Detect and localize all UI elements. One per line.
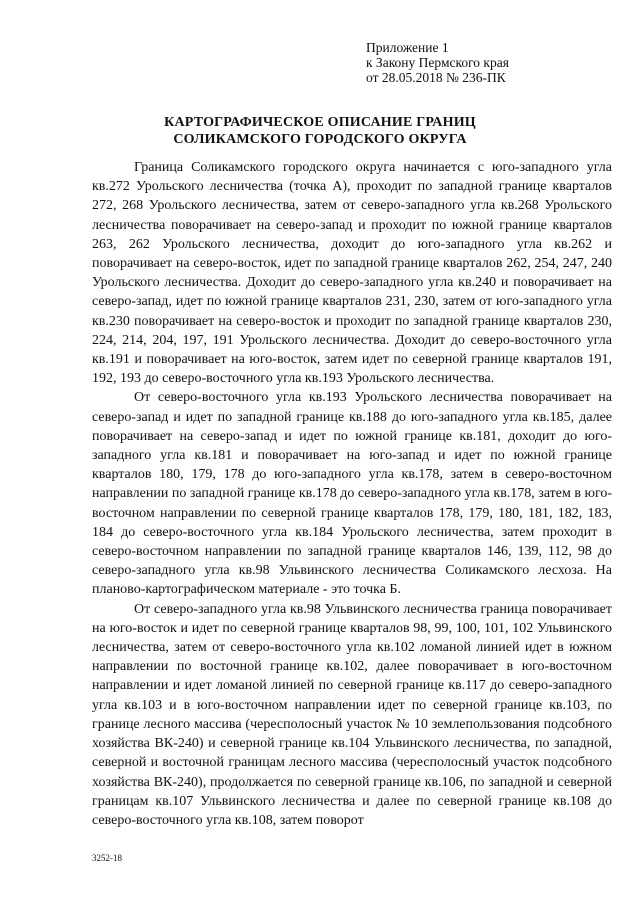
document-body <box>92 158 612 830</box>
paragraph-2: От северо-восточного угла кв.193 Урольского лесничества поворачивает на северо-запад и идет по западной границе кв.188 до юго-западного угла кв.185, далее поворачивает на северо-запад и идет по южной границе кв.181, доходит до юго-западного угла кв.181 и поворачивает на юго-запад и идет по южной границе кварталов 180, 179, 178 до юго-западного угла кв.178, затем в северо-восточном направлении по западной границе кв.178 до северо-западного угла кв.178, затем в юго-восточном направлении по северной границе кварталов 178, 179, 180, 181, 182, 183, 184 до северо-восточного угла кв.184 Урольского лесничества, затем проходит в северо-восточном направлении по западной границе кварталов 146, 139, 112, 98 до северо-западного угла кв.98 Ульвинского лесничества Соликамского лесхоза. На планово-картографическом материале - это точка Б. <box>92 390 612 598</box>
document-title <box>0 114 640 148</box>
title-line-1: КАРТОГРАФИЧЕСКОЕ ОПИСАНИЕ ГРАНИЦ <box>164 115 476 130</box>
title-line-2: СОЛИКАМСКОГО ГОРОДСКОГО ОКРУГА <box>173 132 467 147</box>
appendix-line-1: Приложение 1 <box>366 40 449 55</box>
paragraph-3: От северо-западного угла кв.98 Ульвинского лесничества граница поворачивает на юго-восток и идет по северной границе кварталов 98, 99, 100, 101, 102 Ульвинского лесничества, затем от северо-восточного угла кв.102 ломаной линией идет в южном направлении по восточной границе кв.102, далее поворачивает в юго-восточном направлении и идет ломаной линией по северной границе кв.117 до северо-западного угла кв.103 и в юго-восточном направлении идет по северной границе кв.103, по границе лесного массива (чересполосный участок № 10 землепользования подсобного хозяйства ВК-240) и северной границе кв.104 Ульвинского лесничества, по западной, северной и восточной границам лесного массива (чересполосный участок подсобного хозяйства ВК-240), продолжается по северной границе кв.106, по западной и северной границам кв.107 Ульвинского лесничества и далее по северной границе кв.108 до северо-восточного угла кв.108, затем поворот <box>92 601 612 828</box>
appendix-line-2: к Закону Пермского края <box>366 55 509 70</box>
document-code: 3252-18 <box>92 853 122 863</box>
appendix-header <box>366 40 509 85</box>
appendix-line-3: от 28.05.2018 № 236-ПК <box>366 70 506 85</box>
paragraph-1: Граница Соликамского городского округа начинается с юго-западного угла кв.272 Урольского лесничества (точка А), проходит по западной границе кварталов 272, 268 Урольского лесничества, затем от северо-западного угла кв.268 Урольского лесничества поворачивает на северо-запад и проходит по южной границе кварталов 263, 262 Урольского лесничества, доходит до юго-западного угла кв.262 и поворачивает на северо-восток, идет по западной границе кварталов 262, 254, 247, 240 Урольского лесничества. Доходит до северо-западного угла кв.240 и поворачивает на северо-запад, идет по южной границе кварталов 231, 230, затем от юго-западного угла кв.230 поворачивает на северо-восток и проходит по западной границе кварталов 230, 224, 214, 204, 197, 191 Урольского лесничества. Доходит до северо-восточного угла кв.191 и поворачивает на юго-восток, затем идет по северной границе кварталов 191, 192, 193 до северо-восточного угла кв.193 Урольского лесничества. <box>92 160 612 387</box>
